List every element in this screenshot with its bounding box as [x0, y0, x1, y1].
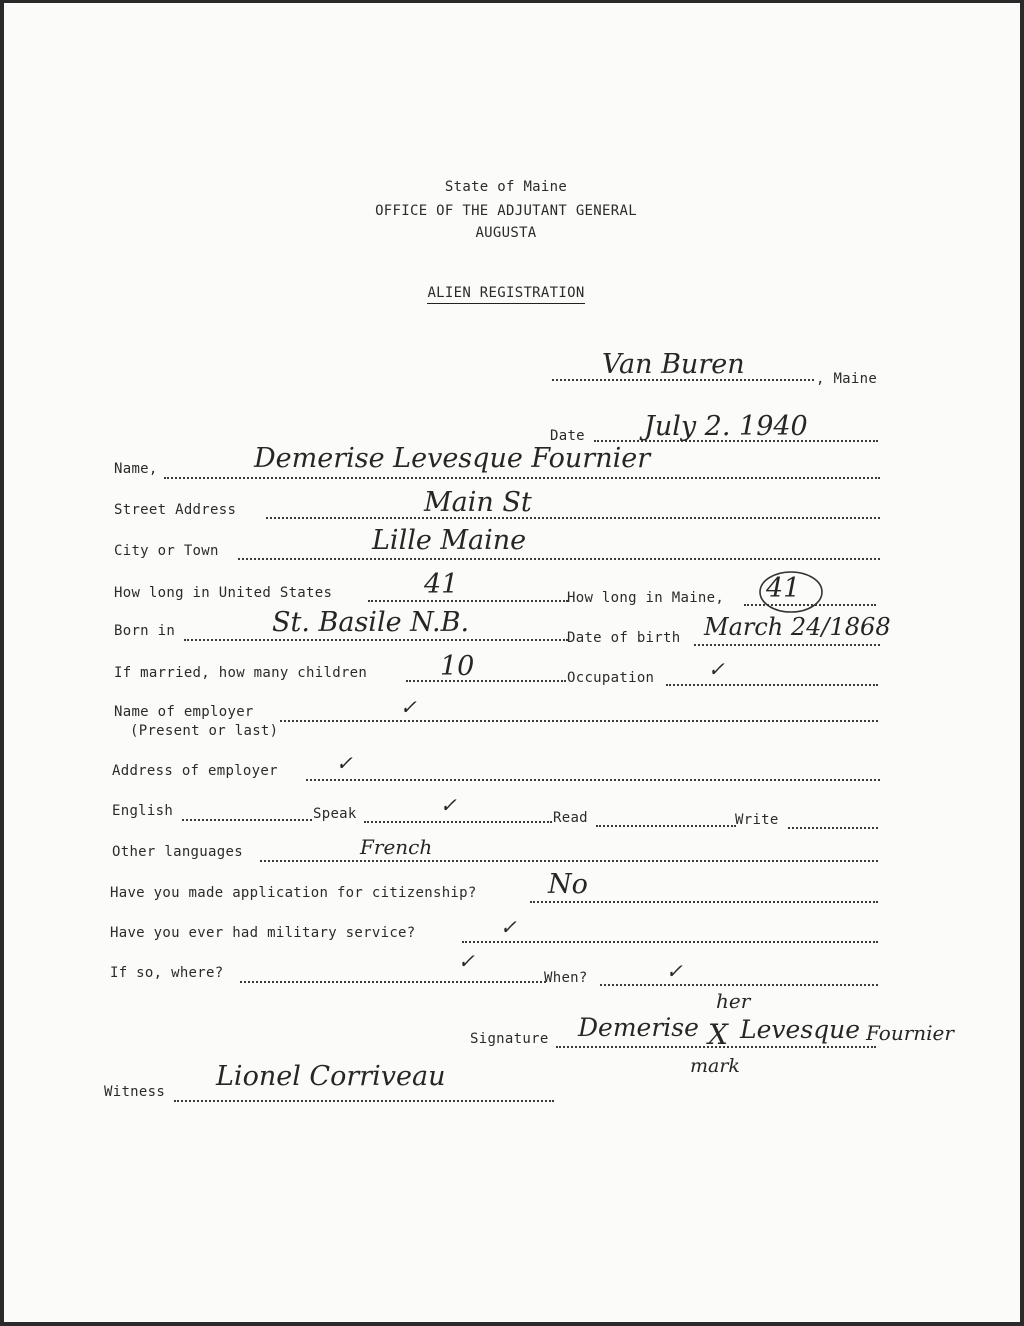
birth-date-line [694, 644, 880, 646]
city-value: Lille Maine [372, 525, 527, 556]
children-label: If married, how many children [114, 665, 368, 681]
english-line [182, 819, 312, 821]
form-title-wrap [4, 285, 1008, 301]
other-languages-line [260, 860, 878, 862]
military-line [462, 941, 878, 943]
us-years-line [368, 600, 568, 602]
signature-mark: mark [690, 1055, 740, 1077]
witness-label: Witness [104, 1084, 166, 1100]
children-value: 10 [440, 651, 475, 682]
write-line [788, 827, 878, 829]
signature-last-name: Levesque [740, 1015, 861, 1044]
where-value: ✓ [458, 949, 475, 973]
citizenship-value: No [548, 869, 588, 900]
occupation-line [666, 684, 878, 686]
street-value: Main St [424, 487, 532, 518]
employer-value: ✓ [400, 695, 417, 719]
document-page [4, 3, 1020, 1322]
birth-date-value: March 24/1868 [704, 613, 891, 641]
header-city: AUGUSTA [475, 225, 537, 241]
witness-value: Lionel Corriveau [216, 1061, 446, 1092]
maine-years-label: How long in Maine, [567, 590, 725, 606]
children-line [406, 680, 566, 682]
signature-surname: Fournier [866, 1021, 954, 1045]
date-value: July 2. 1940 [644, 411, 808, 442]
where-label: If so, where? [110, 965, 224, 981]
employer-address-label: Address of employer [112, 763, 278, 779]
date-label: Date [550, 428, 585, 444]
place-value: Van Buren [602, 349, 745, 380]
birth-date-label: Date of birth [567, 630, 681, 646]
witness-line [174, 1100, 554, 1102]
signature-label: Signature [470, 1031, 549, 1047]
occupation-value: ✓ [708, 657, 725, 681]
write-label: Write [735, 812, 779, 828]
read-line [596, 825, 736, 827]
street-line [266, 517, 880, 519]
speak-value: ✓ [440, 793, 457, 817]
speak-line [364, 821, 552, 823]
english-label: English [112, 803, 174, 819]
maine-years-value: 41 [766, 573, 801, 604]
when-value: ✓ [666, 959, 683, 983]
name-value: Demerise Levesque Fournier [254, 443, 651, 474]
speak-label: Speak [313, 806, 357, 822]
born-in-value: St. Basile N.B. [272, 607, 470, 638]
when-label: When? [544, 970, 588, 986]
when-line [600, 984, 878, 986]
military-label: Have you ever had military service? [110, 925, 416, 941]
born-in-line [184, 639, 568, 641]
citizenship-line [530, 901, 878, 903]
other-languages-value: French [360, 835, 433, 859]
signature-first-name: Demerise [578, 1013, 699, 1042]
street-label: Street Address [114, 502, 237, 518]
header-state: State of Maine [444, 179, 568, 195]
city-label: City or Town [114, 543, 219, 559]
header-office: OFFICE OF THE ADJUTANT GENERAL [375, 203, 637, 219]
read-label: Read [553, 810, 588, 826]
military-value: ✓ [500, 915, 517, 939]
name-label: Name, [114, 461, 158, 477]
occupation-label: Occupation [567, 670, 655, 686]
name-line [164, 477, 880, 479]
employer-address-line [306, 779, 880, 781]
other-languages-label: Other languages [112, 844, 243, 860]
citizenship-label: Have you made application for citizenship? [110, 885, 477, 901]
employer-sublabel: (Present or last) [130, 723, 279, 739]
place-suffix: , Maine [816, 371, 878, 387]
born-in-label: Born in [114, 623, 176, 639]
employer-label: Name of employer [114, 704, 254, 720]
city-line [238, 558, 880, 560]
where-line [240, 981, 546, 983]
circle-mark-icon [756, 569, 826, 615]
us-years-value: 41 [424, 569, 459, 600]
employer-address-value: ✓ [336, 751, 353, 775]
signature-x-mark: X [708, 1018, 728, 1051]
form-title: ALIEN REGISTRATION [427, 285, 584, 304]
employer-line [280, 720, 878, 722]
us-years-label: How long in United States [114, 585, 333, 601]
signature-her: her [716, 989, 751, 1013]
